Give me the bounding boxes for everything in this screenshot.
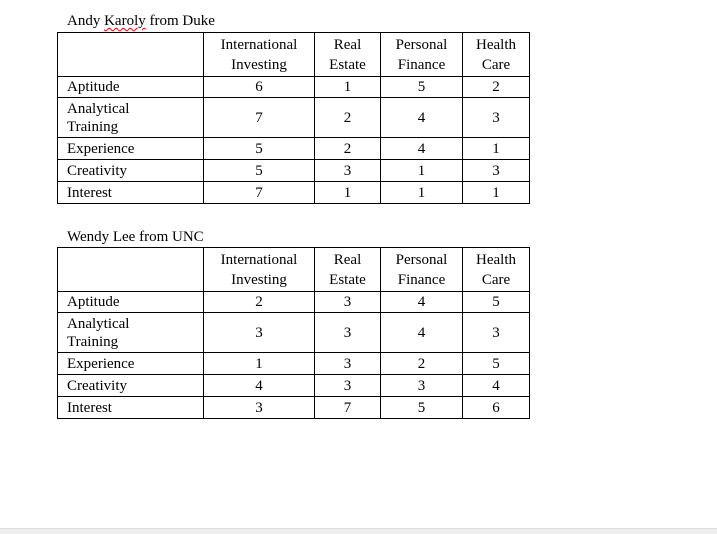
- table-cell: 2: [463, 77, 530, 98]
- table-row: [58, 353, 530, 375]
- table-cell: 3: [315, 160, 381, 182]
- title-rest: from Duke: [145, 13, 215, 29]
- row-label: Interest: [58, 397, 204, 419]
- table-cell: 7: [204, 182, 315, 204]
- row-label: Creativity: [58, 160, 204, 182]
- scores-table-wendy: [57, 247, 530, 419]
- table-cell: 2: [315, 98, 381, 138]
- row-label: Analytical Training: [58, 313, 204, 353]
- table-cell: 1: [463, 182, 530, 204]
- table-cell: 4: [204, 375, 315, 397]
- table-cell: 1: [463, 138, 530, 160]
- table-cell: 3: [315, 313, 381, 353]
- table-cell: 3: [315, 292, 381, 313]
- table-cell: 5: [381, 397, 463, 419]
- header-corner-cell: [58, 248, 204, 292]
- row-label: Experience: [58, 353, 204, 375]
- table-row: [58, 375, 530, 397]
- table-cell: 1: [315, 77, 381, 98]
- table-cell: 4: [381, 98, 463, 138]
- table-row: [58, 182, 530, 204]
- table-cell: 3: [204, 397, 315, 419]
- table-row: [58, 77, 530, 98]
- table-row: [58, 292, 530, 313]
- column-header: International Investing: [204, 248, 315, 292]
- table-cell: 3: [381, 375, 463, 397]
- column-header: Health Care: [463, 248, 530, 292]
- column-header: Health Care: [463, 33, 530, 77]
- scores-table-andy: [57, 32, 530, 204]
- table-cell: 3: [463, 160, 530, 182]
- table-row: [58, 138, 530, 160]
- table-cell: 1: [315, 182, 381, 204]
- table-cell: 7: [204, 98, 315, 138]
- table-cell: 2: [315, 138, 381, 160]
- header-row: [58, 33, 530, 77]
- column-header: Real Estate: [315, 248, 381, 292]
- title-name: Andy: [67, 13, 105, 29]
- window-bottom-edge: [0, 528, 717, 534]
- table-cell: 6: [204, 77, 315, 98]
- header-row: [58, 248, 530, 292]
- table-cell: 6: [463, 397, 530, 419]
- table-row: [58, 98, 530, 138]
- table-cell: 3: [463, 313, 530, 353]
- column-header: Personal Finance: [381, 33, 463, 77]
- table-cell: 1: [381, 160, 463, 182]
- column-header: Real Estate: [315, 33, 381, 77]
- table-cell: 5: [463, 292, 530, 313]
- misspelled-word[interactable]: Karoly: [104, 13, 146, 29]
- table-cell: 2: [204, 292, 315, 313]
- table-cell: 4: [381, 313, 463, 353]
- row-label: Interest: [58, 182, 204, 204]
- table-title-wendy: Wendy Lee from UNC: [67, 229, 204, 245]
- row-label: Analytical Training: [58, 98, 204, 138]
- table-cell: 5: [204, 160, 315, 182]
- column-header: Personal Finance: [381, 248, 463, 292]
- table-title-andy: [67, 12, 215, 30]
- table-cell: 5: [204, 138, 315, 160]
- row-label: Aptitude: [58, 77, 204, 98]
- table-cell: 4: [381, 138, 463, 160]
- table-cell: 3: [463, 98, 530, 138]
- row-label: Creativity: [58, 375, 204, 397]
- table-cell: 5: [381, 77, 463, 98]
- row-label: Experience: [58, 138, 204, 160]
- table-cell: 3: [315, 375, 381, 397]
- table-row: [58, 160, 530, 182]
- table-cell: 1: [381, 182, 463, 204]
- column-header: International Investing: [204, 33, 315, 77]
- table-cell: 2: [381, 353, 463, 375]
- table-cell: 4: [463, 375, 530, 397]
- table-cell: 1: [204, 353, 315, 375]
- table-cell: 4: [381, 292, 463, 313]
- table-cell: 3: [315, 353, 381, 375]
- header-corner-cell: [58, 33, 204, 77]
- row-label: Aptitude: [58, 292, 204, 313]
- table-cell: 3: [204, 313, 315, 353]
- table-cell: 5: [463, 353, 530, 375]
- table-row: [58, 313, 530, 353]
- table-cell: 7: [315, 397, 381, 419]
- table-row: [58, 397, 530, 419]
